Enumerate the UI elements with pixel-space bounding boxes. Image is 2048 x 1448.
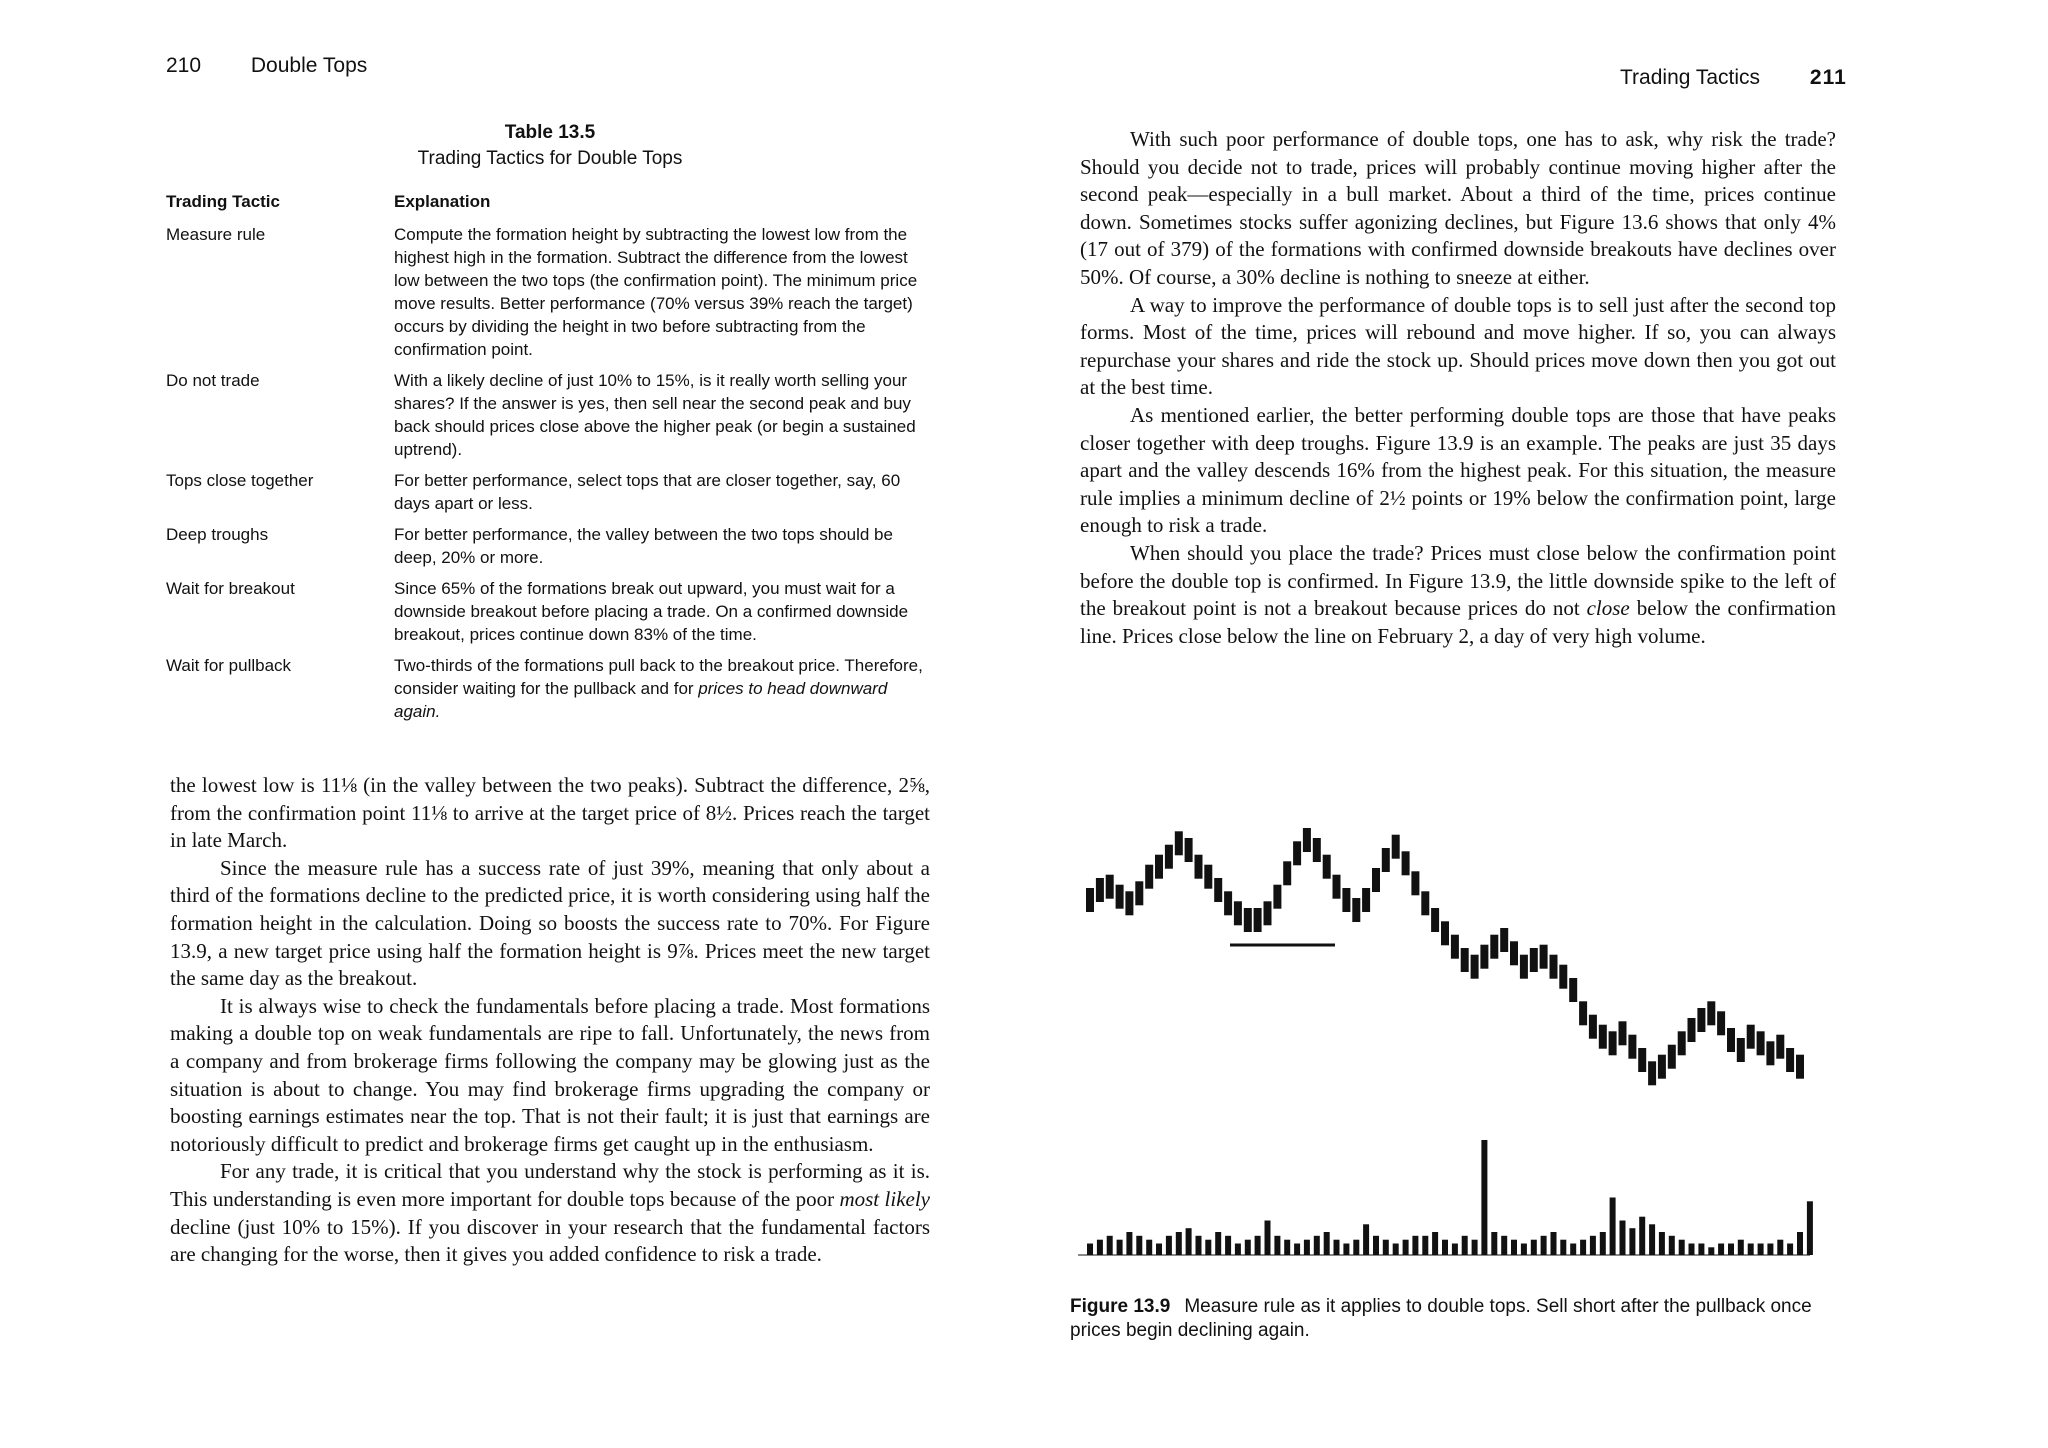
price-bar (1480, 945, 1488, 969)
volume-bar (1403, 1240, 1409, 1255)
volume-bar (1452, 1244, 1458, 1256)
price-bar (1116, 885, 1124, 909)
price-bar (1579, 1001, 1587, 1025)
price-bar (1471, 955, 1479, 979)
price-bar (1293, 841, 1301, 865)
volume-bar (1610, 1198, 1616, 1256)
volume-bar (1304, 1240, 1310, 1255)
price-bar (1796, 1055, 1804, 1079)
volume-bar (1107, 1236, 1113, 1255)
price-bar (1234, 901, 1242, 925)
volume-bar (1551, 1232, 1557, 1255)
column-header: Trading Tactic (166, 192, 280, 211)
tactic-cell: Wait for pullback (166, 656, 292, 675)
volume-bar (1225, 1236, 1231, 1255)
explanation-cell: For better performance, the valley between the two tops should be deep, 20% or more. (394, 525, 893, 567)
price-bar (1155, 855, 1163, 879)
volume-series (1087, 1140, 1813, 1255)
volume-bar (1718, 1244, 1724, 1256)
price-bar (1362, 888, 1370, 912)
volume-bar (1314, 1236, 1320, 1255)
text-run: When should you place the trade? Prices must close below the confirmation point before the double top is confirmed. In Figure 13.9, the little downside spike to the left of the breakout point is not a breakout because prices do not (1080, 540, 1836, 621)
explanation-cell: Since 65% of the formations break out upward, you must wait for a downside breakout before placing a trade. On a confirmed downside breakout, prices continue down 83% of the time. (394, 579, 909, 644)
price-bar (1165, 845, 1173, 869)
table-row (166, 523, 926, 577)
table-title: Trading Tactics for Double Tops (417, 148, 683, 169)
volume-bar (1738, 1240, 1744, 1255)
volume-bar (1176, 1232, 1182, 1255)
price-bar (1559, 965, 1567, 989)
volume-bar (1580, 1240, 1586, 1255)
price-bar (1707, 1001, 1715, 1025)
price-bar (1786, 1048, 1794, 1072)
tactic-cell: Deep troughs (166, 525, 269, 544)
price-bar (1668, 1045, 1676, 1069)
volume-bar (1156, 1244, 1162, 1256)
volume-bar (1284, 1240, 1290, 1255)
price-bar (1520, 955, 1528, 979)
volume-bar (1748, 1244, 1754, 1256)
price-bar (1214, 878, 1222, 902)
volume-bar (1491, 1232, 1497, 1255)
volume-bar (1235, 1244, 1241, 1256)
volume-bar (1186, 1228, 1192, 1255)
volume-bar (1126, 1232, 1132, 1255)
volume-bar (1629, 1228, 1635, 1255)
volume-bar (1728, 1244, 1734, 1256)
text-run: below the confirmation line. Prices close below the line on February 2, a day of very high volume. (1080, 596, 1836, 648)
price-bar (1392, 835, 1400, 859)
price-bar (1757, 1031, 1765, 1055)
price-bar (1461, 948, 1469, 972)
volume-bar (1136, 1236, 1142, 1255)
figure-label: Figure 13.9 (1070, 1296, 1171, 1317)
price-bar (1185, 838, 1193, 862)
price-bar (1609, 1031, 1617, 1055)
price-bar (1411, 871, 1419, 895)
volume-bar (1777, 1240, 1783, 1255)
price-bar (1530, 948, 1538, 972)
price-bar (1500, 928, 1508, 952)
volume-bar (1600, 1232, 1606, 1255)
table-caption (390, 120, 710, 172)
explanation-cell (394, 654, 926, 731)
volume-bar (1669, 1236, 1675, 1255)
price-bar (1688, 1018, 1696, 1042)
volume-bar (1511, 1240, 1517, 1255)
price-bar (1678, 1031, 1686, 1055)
volume-bar (1432, 1232, 1438, 1255)
price-bar (1431, 908, 1439, 932)
price-bar (1648, 1061, 1656, 1085)
volume-bar (1708, 1247, 1714, 1255)
text-run: decline (just 10% to 15%). If you discover in your research that the fundamental factors are changing for the worse, then it gives you added confidence to risk a trade. (170, 1214, 930, 1267)
volume-bar (1501, 1236, 1507, 1255)
price-bar (1638, 1048, 1646, 1072)
table-row (166, 369, 926, 469)
price-bar (1490, 935, 1498, 959)
volume-bar (1097, 1240, 1103, 1255)
price-bar (1254, 908, 1262, 932)
volume-bar (1698, 1244, 1704, 1256)
price-bar (1540, 945, 1548, 969)
emphasis: most likely (839, 1186, 930, 1211)
explanation-cell: With a likely decline of just 10% to 15%, is it really worth selling your shares? If the answer is yes, then sell near the second peak and buy back should prices close above the higher peak (or begin a sustained uptrend). (394, 371, 916, 459)
volume-bar (1412, 1236, 1418, 1255)
volume-bar (1659, 1232, 1665, 1255)
figure-caption-text: Measure rule as it applies to double tops. Sell short after the pullback once prices begin declining again. (1070, 1296, 1812, 1341)
section-title: Trading Tactics (1620, 66, 1761, 89)
volume-bar (1215, 1232, 1221, 1255)
price-bar (1125, 891, 1133, 915)
volume-bar (1205, 1240, 1211, 1255)
price-bar (1776, 1035, 1784, 1059)
price-bar (1747, 1025, 1755, 1049)
price-bar (1303, 828, 1311, 852)
price-bar (1264, 901, 1272, 925)
price-bar (1766, 1041, 1774, 1065)
price-bar (1323, 855, 1331, 879)
paragraph: A way to improve the performance of double tops is to sell just after the second top forms. Most of the time, prices will rebound and move higher. If so, you can always repurchase your shares and ride the stock up. Should prices move down then you got out at the best time. (1080, 292, 1836, 400)
volume-bar (1472, 1240, 1478, 1255)
tactic-cell: Tops close together (166, 471, 314, 490)
price-bar (1342, 888, 1350, 912)
volume-bar (1383, 1240, 1389, 1255)
right-body-text (1080, 126, 1836, 650)
price-bar (1510, 941, 1518, 965)
price-bar (1441, 921, 1449, 945)
paragraph: As mentioned earlier, the better performing double tops are those that have peaks closer together with deep troughs. Figure 13.9 is an example. The peaks are just 35 days apart and the valley descends 16% from the highest peak. For this situation, the measure rule implies a minimum decline of 2½ points or 19% below the confirmation point, large enough to risk a trade. (1080, 402, 1836, 538)
price-series (1086, 828, 1804, 1085)
price-bar (1313, 838, 1321, 862)
volume-bar (1758, 1244, 1764, 1256)
volume-bar (1639, 1217, 1645, 1255)
price-bar (1372, 868, 1380, 892)
price-bar (1737, 1038, 1745, 1062)
volume-bar (1807, 1201, 1813, 1255)
volume-bar (1087, 1244, 1093, 1256)
price-bar (1145, 865, 1153, 889)
volume-bar (1353, 1240, 1359, 1255)
volume-bar (1343, 1244, 1349, 1256)
volume-bar (1255, 1236, 1261, 1255)
price-bar (1333, 875, 1341, 899)
left-body-text (170, 772, 930, 1269)
paragraph: the lowest low is 11⅛ (in the valley between the two peaks). Subtract the difference, 2⅝, from the confirmation point 11⅛ to arrive at the target price of 8½. Prices reach the target in late March. (170, 773, 930, 853)
volume-bar (1334, 1240, 1340, 1255)
volume-bar (1590, 1236, 1596, 1255)
price-bar (1717, 1011, 1725, 1035)
price-bar (1096, 878, 1104, 902)
price-bar (1451, 935, 1459, 959)
price-bar (1195, 855, 1203, 879)
volume-bar (1560, 1240, 1566, 1255)
volume-bar (1373, 1236, 1379, 1255)
tactic-cell: Do not trade (166, 371, 260, 390)
volume-bar (1117, 1240, 1123, 1255)
price-bar (1658, 1055, 1666, 1079)
emphasis: close (1586, 596, 1630, 621)
paragraph: Since the measure rule has a success rate of just 39%, meaning that only about a third of the formations decline to the predicted price, it is worth considering using half the formation height in the calculation. Doing so boosts the success rate to 70%. For Figure 13.9, a new target price using half the formation height is 9⅞. Prices meet the new target the same day as the breakout. (170, 855, 930, 991)
volume-bar (1521, 1244, 1527, 1256)
volume-bar (1797, 1232, 1803, 1255)
volume-bar (1620, 1221, 1626, 1256)
price-bar (1382, 848, 1390, 872)
price-bar (1421, 891, 1429, 915)
table-row (166, 577, 926, 654)
chapter-title: Double Tops (250, 54, 368, 77)
volume-bar (1689, 1244, 1695, 1256)
paragraph (170, 1158, 930, 1268)
page-number: 211 (1809, 66, 1847, 89)
table-row (166, 469, 926, 523)
volume-bar (1422, 1236, 1428, 1255)
volume-bar (1196, 1236, 1202, 1255)
price-bar (1569, 978, 1577, 1002)
volume-bar (1294, 1244, 1300, 1256)
price-bar (1589, 1015, 1597, 1039)
paragraph: With such poor performance of double tops, one has to ask, why risk the trade? Should you decide not to trade, prices will probably continue moving higher after the second peak—especially in a bull market. About a third of the time, prices continue down. Sometimes stocks suffer agonizing declines, but Figure 13.6 shows that only 4% (17 out of 379) of the formations with confirmed downside breakouts have declines over 50%. Of course, a 30% decline is nothing to sneeze at either. (1080, 127, 1836, 289)
explanation-cell: For better performance, select tops that are closer together, say, 60 days apart or less. (394, 471, 901, 513)
explanation-cell: Compute the formation height by subtracting the lowest low from the highest high in the formation. Subtract the difference from the lowest low between the two tops (the confirmation point). The minimum price move results. Better performance (70% versus 39% reach the target) occurs by dividing the height in two before subtracting from the confirmation point. (394, 225, 918, 359)
volume-bar (1324, 1232, 1330, 1255)
price-bar (1106, 875, 1114, 899)
price-bar (1273, 885, 1281, 909)
tactic-cell: Measure rule (166, 225, 266, 244)
price-bar (1244, 908, 1252, 932)
figure-caption (1070, 1295, 1850, 1343)
price-bar (1550, 955, 1558, 979)
table-row (166, 223, 926, 369)
volume-bar (1393, 1244, 1399, 1256)
price-volume-chart (1060, 790, 1860, 1280)
table-header-row (166, 190, 926, 223)
volume-bar (1245, 1240, 1251, 1255)
price-bar (1402, 851, 1410, 875)
price-bar (1283, 861, 1291, 885)
page-number: 210 (166, 54, 202, 77)
volume-bar (1679, 1240, 1685, 1255)
price-bar (1628, 1035, 1636, 1059)
table-number: Table 13.5 (504, 122, 596, 143)
volume-bar (1649, 1224, 1655, 1255)
running-head-left (166, 54, 367, 78)
price-bar (1727, 1028, 1735, 1052)
paragraph: It is always wise to check the fundamentals before placing a trade. Most formations making a double top on weak fundamentals are ripe to fall. Unfortunately, the news from a company and from brokerage firms following the company may be glowing just as the situation is about to change. You may find brokerage firms upgrading the company or boosting earnings estimates near the top. That is not their fault; it is just that earnings are notoriously difficult to predict and brokerage firms get caught up in the enthusiasm. (170, 993, 930, 1156)
volume-bar (1541, 1236, 1547, 1255)
price-bar (1619, 1021, 1627, 1045)
table-row (166, 654, 926, 731)
volume-bar (1265, 1221, 1271, 1256)
price-bar (1086, 888, 1094, 912)
trading-tactics-table (166, 190, 926, 731)
text-run: For any trade, it is critical that you understand why the stock is performing as it is. This understanding is even more important for double tops because of the poor (170, 1159, 930, 1211)
volume-bar (1570, 1244, 1576, 1256)
price-bar (1599, 1025, 1607, 1049)
volume-bar (1787, 1244, 1793, 1256)
tactic-cell: Wait for breakout (166, 579, 295, 598)
price-bar (1697, 1008, 1705, 1032)
column-header: Explanation (394, 192, 491, 211)
volume-bar (1146, 1240, 1152, 1255)
explanation-text: Two-thirds of the formations pull back to the breakout price. Therefore, consider waiting for the pullback and for (394, 656, 923, 698)
price-bar (1352, 898, 1360, 922)
price-bar (1175, 831, 1183, 855)
volume-bar (1767, 1244, 1773, 1256)
volume-bar (1363, 1224, 1369, 1255)
paragraph (1080, 540, 1836, 650)
price-bar (1224, 891, 1232, 915)
volume-bar (1481, 1140, 1487, 1255)
volume-bar (1442, 1240, 1448, 1255)
explanation-emphasis: prices to head downward again. (394, 679, 888, 721)
running-head-right (1620, 66, 1847, 90)
price-bar (1135, 881, 1143, 905)
volume-bar (1274, 1236, 1280, 1255)
volume-bar (1462, 1236, 1468, 1255)
volume-bar (1531, 1240, 1537, 1255)
price-bar (1204, 865, 1212, 889)
volume-bar (1166, 1236, 1172, 1255)
